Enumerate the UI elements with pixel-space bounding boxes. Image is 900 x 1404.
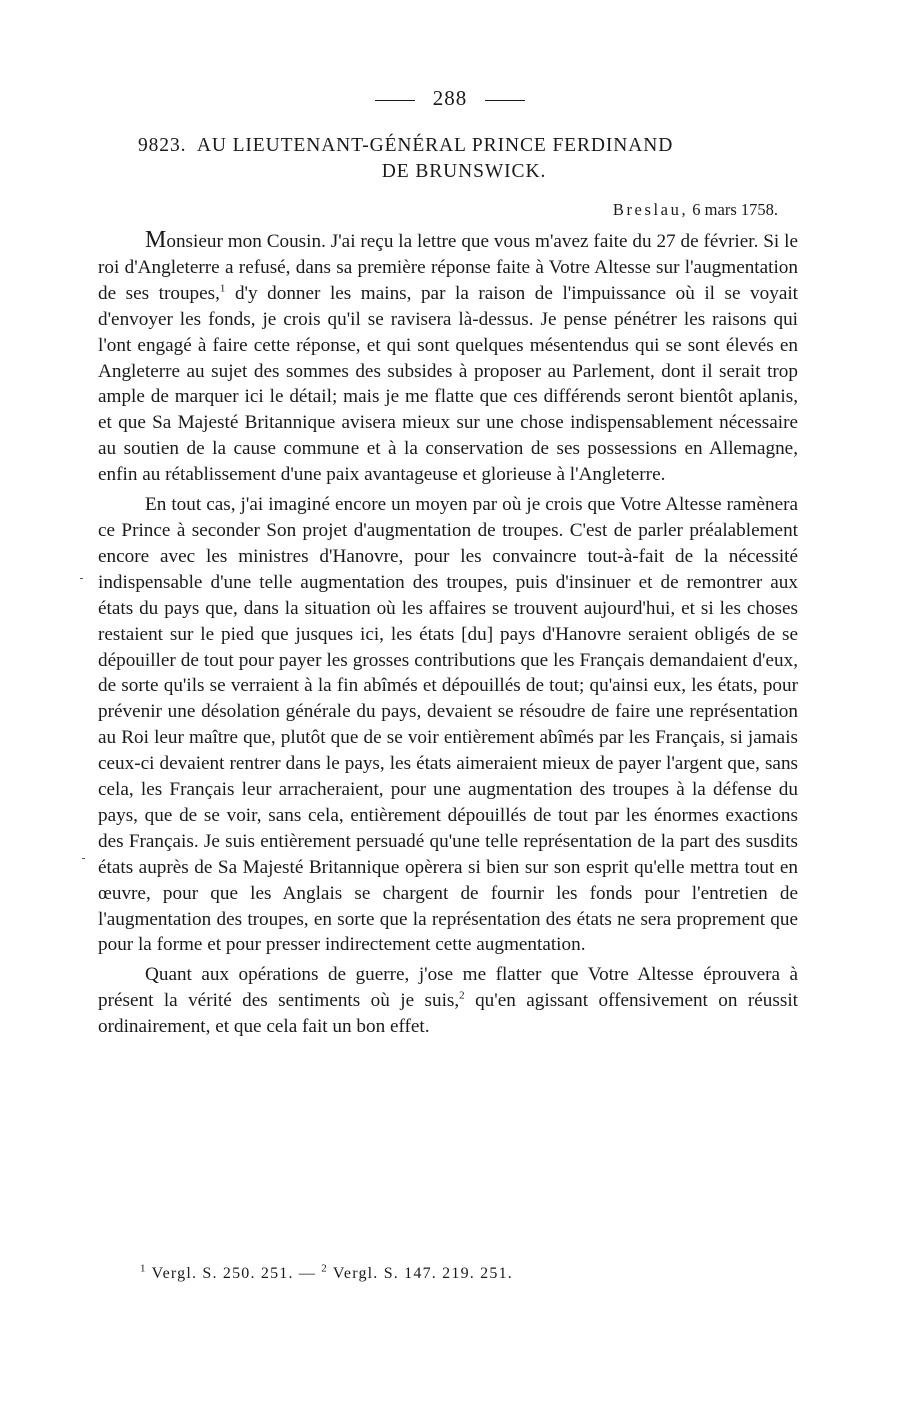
footnote-2: Vergl. S. 147. 219. 251.	[332, 1265, 513, 1282]
dropcap: M	[145, 227, 167, 253]
letter-number: 9823.	[138, 135, 187, 156]
page-number	[0, 86, 900, 111]
paragraph-1	[98, 228, 798, 488]
dateline	[613, 200, 778, 220]
footnote-ref-1[interactable]: 1	[219, 282, 226, 295]
footnote-ref-2[interactable]: 2	[459, 989, 465, 1002]
paragraph-2: En tout cas, j'ai imaginé encore un moyen par où je crois que Votre Altesse ramènera ce Prince à seconder Son projet d'augmentation de troupes. C'est de parler préalablement encore avec les ministres d'Hanovre, pour les convaincre tout-à-fait de la nécessité indispensable d'une telle augmentation des troupes, puis d'insinuer et de remontrer aux états du pays que, dans la situation où les affaires se trouvent aujourd'hui, et si les choses restaient sur le pied que jusques ici, les états [du] pays d'Hanovre seraient obligés de se dépouiller de tout pour payer les grosses contributions que les Français demandaient d'eux, de sorte qu'ils se verraient à la fin abîmés et dépouillés de tout; qu'ainsi eux, les états, pour prévenir une désolation générale du pays, devaient se résoudre de faire une représentation au Roi leur maître que, plutôt que de se voir entièrement abîmés par les Français, si jamais ceux-ci devaient rentrer dans le pays, les états aimeraient mieux de payer l'argent que, sans cela, les Français leur arracheraient, pour une augmentation des troupes à la défense du pays, que de se voir, sans cela, entièrement dépouillés de tout par les énormes exactions des Français. Je suis entièrement persuadé qu'une telle représentation de la part des susdits états auprès de Sa Majesté Britannique opèrera si bien sur son esprit qu'elle mettra tout en œuvre, pour que les Anglais se chargent de fournir les fonds pour l'entretien de l'augmentation des troupes, en sorte que la représentation des états ne sera proprement que pour la forme et pour presser indirectement cette augmentation.	[98, 494, 798, 956]
margin-mark	[82, 858, 85, 859]
letter-heading	[138, 133, 778, 185]
paragraph-3-text-cont: qu'en agissant offensivement on réussit ordinairement, et que cela fait un bon effet.	[98, 990, 798, 1038]
rule-right	[485, 100, 525, 101]
footnote-1: Vergl. S. 250. 251. —	[151, 1265, 317, 1282]
paragraph-1-text: onsieur mon Cousin. J'ai reçu la lettre que vous m'avez faite du 27 de février. Si le roi d'Angleterre a refusé, dans sa première réponse faite à Votre Altesse sur l'augmentation de ses troupes,	[98, 231, 798, 304]
paragraph-3	[98, 962, 798, 1040]
paragraph-1-text-cont: d'y donner les mains, par la raison de l'impuissance où il se voyait d'envoyer les fonds, je crois qu'il se ravisera là-dessus. Je pense pénétrer les raisons qui l'ont engagé à faire cette réponse, et qui sont quelques mésentendus qui se sont élevés en Angleterre au sujet des sommes des subsides à proposer au Parlement, dont il serait trop ample de marquer ici le détail; mais je me flatte que ces différends seront bientôt aplanis, et que Sa Majesté Britannique avisera mieux sur une chose indispensablement nécessaire au soutien de la cause commune et à la conservation de ses possessions en Allemagne, enfin au rétablissement d'une paix avantageuse et glorieuse à l'Angleterre.	[98, 282, 799, 486]
heading-line-2: DE BRUNSWICK.	[381, 161, 547, 182]
letter-body	[98, 228, 798, 1044]
dateline-date: 6 mars 1758.	[692, 200, 778, 219]
footnote-marker-2: 2	[321, 1262, 328, 1275]
heading-title-1: AU LIEUTENANT-GÉNÉRAL PRINCE FERDINAND	[196, 135, 674, 156]
footnotes	[140, 1262, 513, 1283]
margin-mark	[80, 578, 83, 579]
page-number-text: 288	[432, 86, 468, 110]
dateline-place: Breslau,	[612, 200, 689, 219]
rule-left	[375, 100, 415, 101]
paragraph-3-text: Quant aux opérations de guerre, j'ose me flatter que Votre Altesse éprouvera à présent la vérité des sentiments où je suis,	[98, 964, 798, 1012]
footnote-marker-1: 1	[140, 1262, 147, 1275]
heading-line-1	[138, 133, 778, 159]
